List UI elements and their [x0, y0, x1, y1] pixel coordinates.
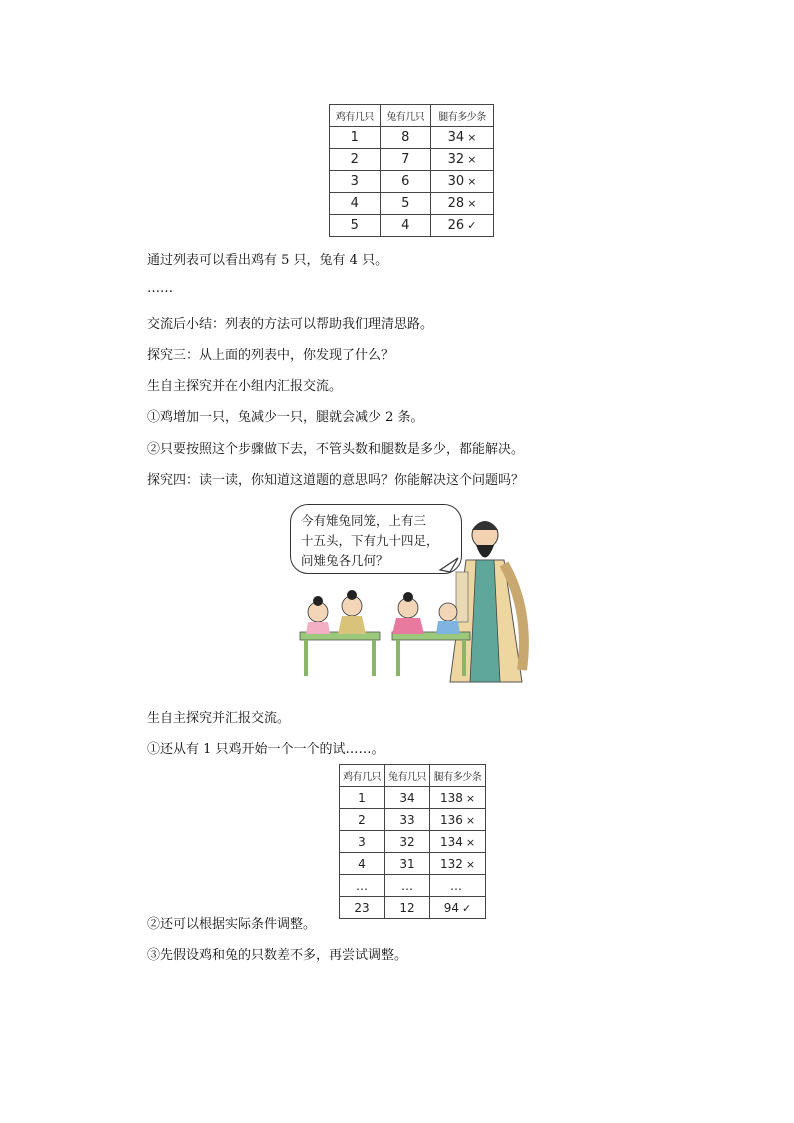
cell-rabbits: … [385, 875, 430, 897]
cell-rabbits: 31 [385, 853, 430, 875]
cell-legs [431, 127, 494, 149]
cell-chickens: 4 [330, 193, 381, 215]
cell-chickens: 2 [340, 809, 385, 831]
classroom-illustration [290, 500, 536, 690]
text-line-result: 通过列表可以看出鸡有 5 只，兔有 4 只。 [147, 253, 389, 268]
legs-value: 134 [439, 834, 463, 849]
students [306, 590, 460, 634]
cell-chickens: 3 [340, 831, 385, 853]
cell-chickens: 2 [330, 149, 381, 171]
table-row [330, 193, 494, 215]
wrong-mark: × [465, 835, 476, 849]
wrong-mark: × [467, 197, 477, 210]
table-header-row [340, 765, 486, 787]
wrong-mark: × [465, 791, 476, 805]
text-line-explore-4: 探究四：读一读，你知道这道题的意思吗？你能解决这个问题吗？ [147, 473, 525, 488]
legs-value: 132 [439, 856, 463, 871]
table-row [330, 149, 494, 171]
legs-value: 34 [447, 130, 465, 145]
legs-value: … [450, 878, 462, 893]
cell-legs [431, 215, 494, 237]
legs-value: 138 [439, 790, 463, 805]
cell-chickens: 3 [330, 171, 381, 193]
text-line-method-2: ②还可以根据实际条件调整。 [147, 917, 317, 932]
cell-legs [430, 831, 486, 853]
legs-value: 136 [439, 812, 463, 827]
trial-table-1 [329, 104, 494, 237]
header-chickens: 鸡有几只 [340, 765, 385, 787]
table-row [340, 787, 486, 809]
header-rabbits: 兔有几只 [380, 105, 431, 127]
cell-rabbits: 34 [385, 787, 430, 809]
cell-legs [431, 171, 494, 193]
cell-chickens: 23 [340, 897, 385, 919]
cell-rabbits: 4 [380, 215, 431, 237]
table-row [340, 853, 486, 875]
legs-value: 30 [447, 174, 465, 189]
cell-legs [430, 787, 486, 809]
table-row [340, 831, 486, 853]
header-legs: 腿有多少条 [431, 105, 494, 127]
table-header-row [330, 105, 494, 127]
legs-value: 94 [443, 900, 460, 915]
illustration-figures [290, 500, 536, 690]
cell-legs [430, 809, 486, 831]
bubble-line: 问雉兔各几何？ [301, 553, 389, 568]
text-line-finding-1: ①鸡增加一只，兔减少一只，腿就会减少 2 条。 [147, 410, 424, 425]
cell-chickens: … [340, 875, 385, 897]
table-row [330, 171, 494, 193]
cell-rabbits: 7 [380, 149, 431, 171]
bubble-line: 十五头，下有九十四足， [301, 533, 439, 548]
bubble-tail [440, 558, 458, 572]
cell-legs [430, 897, 486, 919]
bubble-line: 今有雉兔同笼，上有三 [301, 513, 427, 528]
cell-rabbits: 32 [385, 831, 430, 853]
cell-legs [430, 875, 486, 897]
wrong-mark: × [467, 131, 477, 144]
text-line-finding-2: ②只要按照这个步骤做下去，不管头数和腿数是多少，都能解决。 [147, 442, 525, 457]
text-line-summary: 交流后小结：列表的方法可以帮助我们理清思路。 [147, 317, 434, 332]
table-row [330, 127, 494, 149]
legs-value: 28 [447, 196, 465, 211]
check-mark: ✓ [462, 901, 472, 915]
cell-rabbits: 12 [385, 897, 430, 919]
table-row [340, 809, 486, 831]
wrong-mark: × [467, 153, 477, 166]
header-chickens: 鸡有几只 [330, 105, 381, 127]
header-rabbits: 兔有几只 [385, 765, 430, 787]
text-line-explore-3: 探究三：从上面的列表中，你发现了什么？ [147, 348, 395, 363]
text-line-ellipsis: …… [147, 281, 173, 296]
wrong-mark: × [465, 813, 476, 827]
teacher-figure [450, 521, 524, 682]
desks [300, 632, 470, 676]
table-row [340, 875, 486, 897]
legs-value: 32 [447, 152, 465, 167]
table-row [330, 215, 494, 237]
table-row [340, 897, 486, 919]
text-line-self-report: 生自主探究并汇报交流。 [147, 711, 291, 726]
cell-rabbits: 6 [380, 171, 431, 193]
cell-chickens: 1 [330, 127, 381, 149]
text-line-method-1: ①还从有 1 只鸡开始一个一个的试……。 [147, 742, 385, 757]
cell-rabbits: 8 [380, 127, 431, 149]
wrong-mark: × [465, 857, 476, 871]
trial-table-2 [339, 764, 486, 919]
cell-legs [431, 193, 494, 215]
cell-chickens: 1 [340, 787, 385, 809]
cell-legs [431, 149, 494, 171]
cell-chickens: 4 [340, 853, 385, 875]
check-mark: ✓ [467, 219, 477, 232]
text-line-method-3: ③先假设鸡和兔的只数差不多，再尝试调整。 [147, 948, 408, 963]
cell-rabbits: 5 [380, 193, 431, 215]
wrong-mark: × [467, 175, 477, 188]
text-line-group-report: 生自主探究并在小组内汇报交流。 [147, 379, 343, 394]
cell-chickens: 5 [330, 215, 381, 237]
header-legs: 腿有多少条 [430, 765, 486, 787]
cell-legs [430, 853, 486, 875]
cell-rabbits: 33 [385, 809, 430, 831]
legs-value: 26 [447, 218, 465, 233]
